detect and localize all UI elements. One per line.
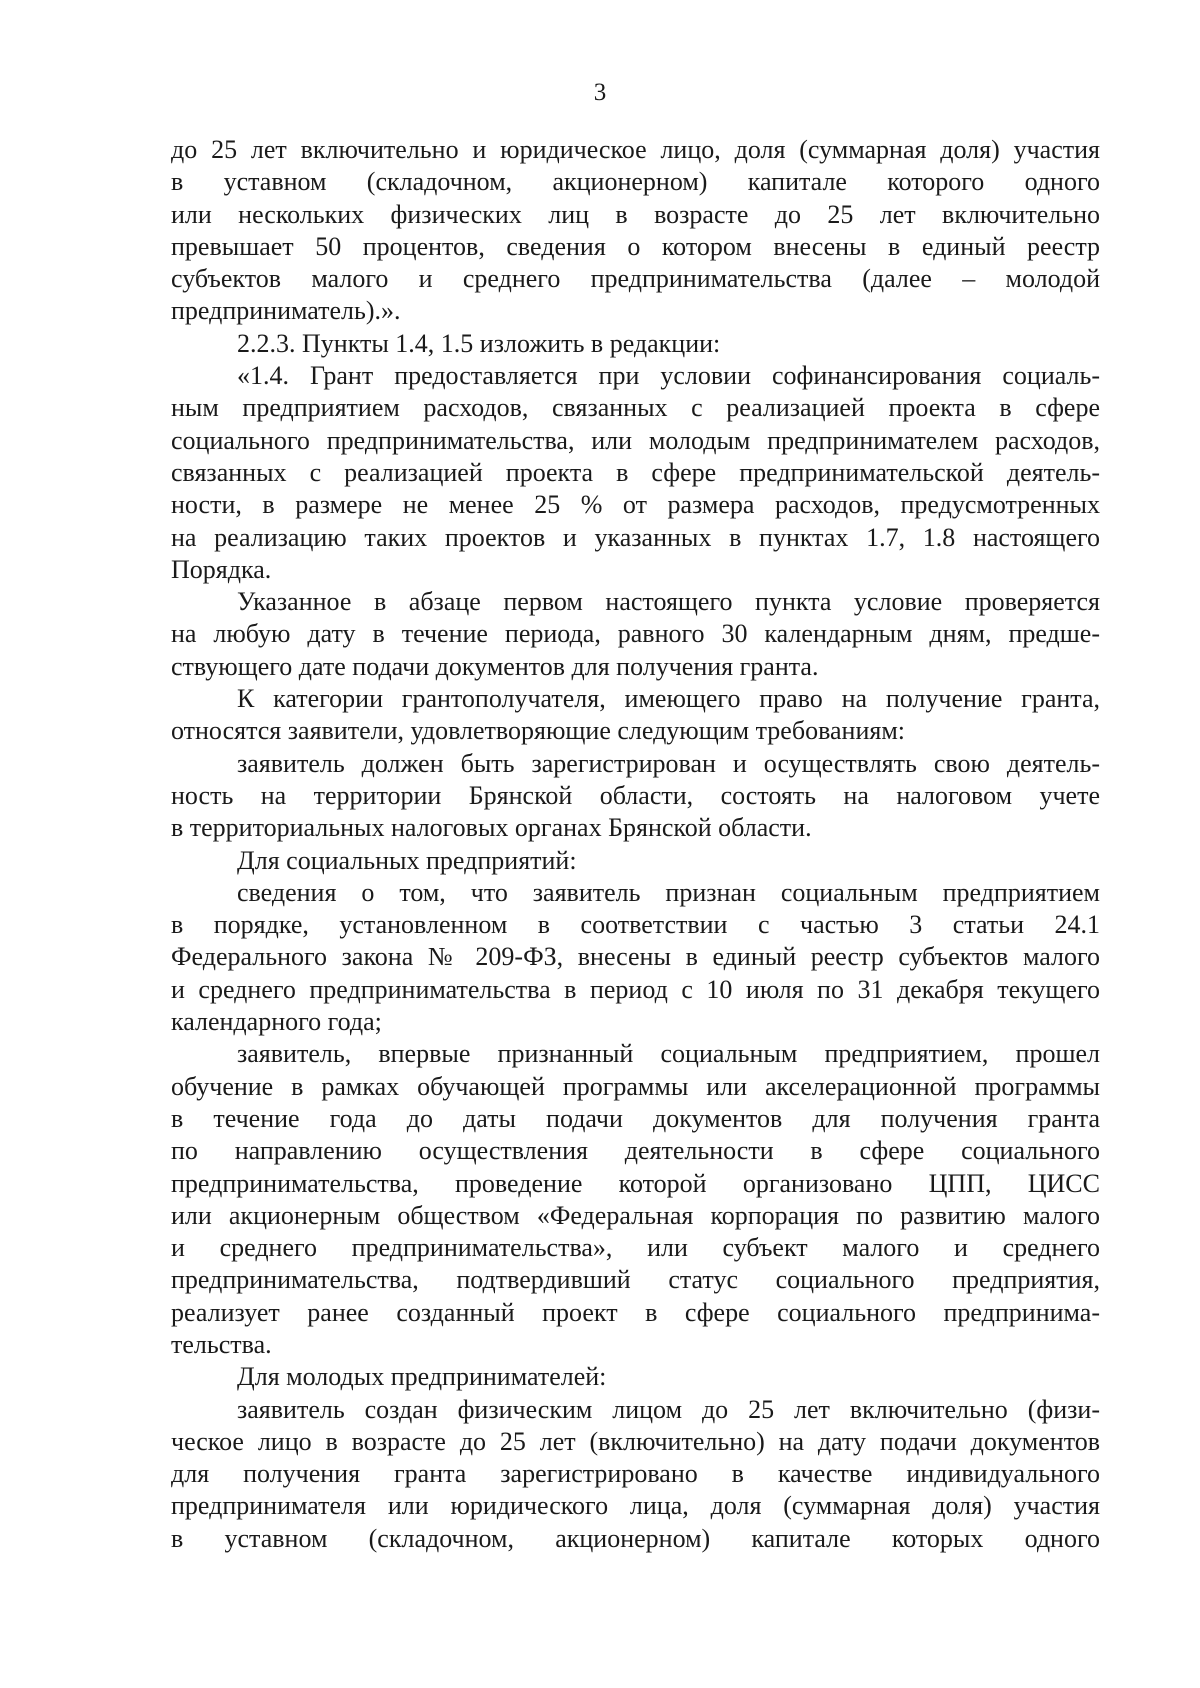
text-line: заявитель, впервые признанный социальным предприятием, прошел bbox=[237, 1039, 1100, 1069]
text-line: тельства. bbox=[171, 1329, 272, 1359]
text-line: заявитель должен быть зарегистрирован и осуществлять свою деятель- bbox=[237, 748, 1100, 778]
text-line: предпринимательства, проведение которой организовано ЦПП, ЦИСС bbox=[171, 1168, 1100, 1198]
text-line: превышает 50 процентов, сведения о котором внесены в единый реестр bbox=[171, 231, 1100, 261]
text-line: в уставном (складочном, акционерном) капитале которых одного bbox=[171, 1523, 1100, 1553]
document-body bbox=[171, 134, 1100, 1555]
text-line: ным предприятием расходов, связанных с реализацией проекта в сфере bbox=[171, 393, 1100, 423]
text-line: связанных с реализацией проекта в сфере предпринимательской деятель- bbox=[171, 457, 1100, 487]
text-line: или акционерным обществом «Федеральная корпорация по развитию малого bbox=[171, 1200, 1100, 1230]
text-line: в порядке, установленном в соответствии с частью 3 статьи 24.1 bbox=[171, 910, 1100, 940]
text-line: ческое лицо в возрасте до 25 лет (включительно) на дату подачи документов bbox=[171, 1426, 1100, 1456]
text-line: Федерального закона № 209-ФЗ, внесены в единый реестр субъектов малого bbox=[171, 942, 1100, 972]
text-line: относятся заявители, удовлетворяющие следующим требованиям: bbox=[171, 716, 906, 746]
text-line: ствующего дате подачи документов для получения гранта. bbox=[171, 651, 819, 681]
text-line: К категории грантополучателя, имеющего право на получение гранта, bbox=[237, 684, 1100, 714]
text-line: в территориальных налоговых органах Брянской области. bbox=[171, 813, 812, 843]
text-line: в течение года до даты подачи документов для получения гранта bbox=[171, 1103, 1100, 1133]
text-line: ности, в размере не менее 25 % от размера расходов, предусмотренных bbox=[171, 490, 1100, 520]
text-line: заявитель создан физическим лицом до 25 лет включительно (физи- bbox=[237, 1394, 1100, 1424]
text-line: по направлению осуществления деятельности в сфере социального bbox=[171, 1136, 1100, 1166]
text-line: для получения гранта зарегистрировано в качестве индивидуального bbox=[171, 1459, 1100, 1489]
text-line: ность на территории Брянской области, состоять на налоговом учете bbox=[171, 780, 1100, 810]
page-number: 3 bbox=[593, 79, 607, 106]
text-line: и среднего предпринимательства», или субъект малого и среднего bbox=[171, 1233, 1100, 1263]
text-line: 2.2.3. Пункты 1.4, 1.5 изложить в редакции: bbox=[237, 328, 721, 358]
text-line: предприниматель).». bbox=[171, 296, 401, 326]
text-line: Указанное в абзаце первом настоящего пункта условие проверяется bbox=[237, 587, 1100, 617]
text-line: обучение в рамках обучающей программы или акселерационной программы bbox=[171, 1071, 1100, 1101]
text-line: предпринимателя или юридического лица, доля (суммарная доля) участия bbox=[171, 1491, 1100, 1521]
text-line: в уставном (складочном, акционерном) капитале которого одного bbox=[171, 167, 1100, 197]
text-line: Для социальных предприятий: bbox=[237, 845, 577, 875]
text-line: субъектов малого и среднего предпринимательства (далее – молодой bbox=[171, 264, 1100, 294]
text-line: «1.4. Грант предоставляется при условии софинансирования социаль- bbox=[237, 361, 1100, 391]
text-line: предпринимательства, подтвердивший статус социального предприятия, bbox=[171, 1265, 1100, 1295]
text-line: реализует ранее созданный проект в сфере социального предпринима- bbox=[171, 1297, 1100, 1327]
text-line: и среднего предпринимательства в период с 10 июля по 31 декабря текущего bbox=[171, 974, 1100, 1004]
text-line: на реализацию таких проектов и указанных в пунктах 1.7, 1.8 настоящего bbox=[171, 522, 1100, 552]
text-line: календарного года; bbox=[171, 1007, 382, 1037]
text-line: на любую дату в течение периода, равного 30 календарным дням, предше- bbox=[171, 619, 1100, 649]
text-line: сведения о том, что заявитель признан социальным предприятием bbox=[237, 877, 1100, 907]
text-line: Для молодых предпринимателей: bbox=[237, 1362, 607, 1392]
text-line: Порядка. bbox=[171, 554, 272, 584]
text-line: социального предпринимательства, или молодым предпринимателем расходов, bbox=[171, 425, 1100, 455]
text-line: до 25 лет включительно и юридическое лицо, доля (суммарная доля) участия bbox=[171, 135, 1100, 164]
text-line: или нескольких физических лиц в возрасте до 25 лет включительно bbox=[171, 199, 1100, 229]
